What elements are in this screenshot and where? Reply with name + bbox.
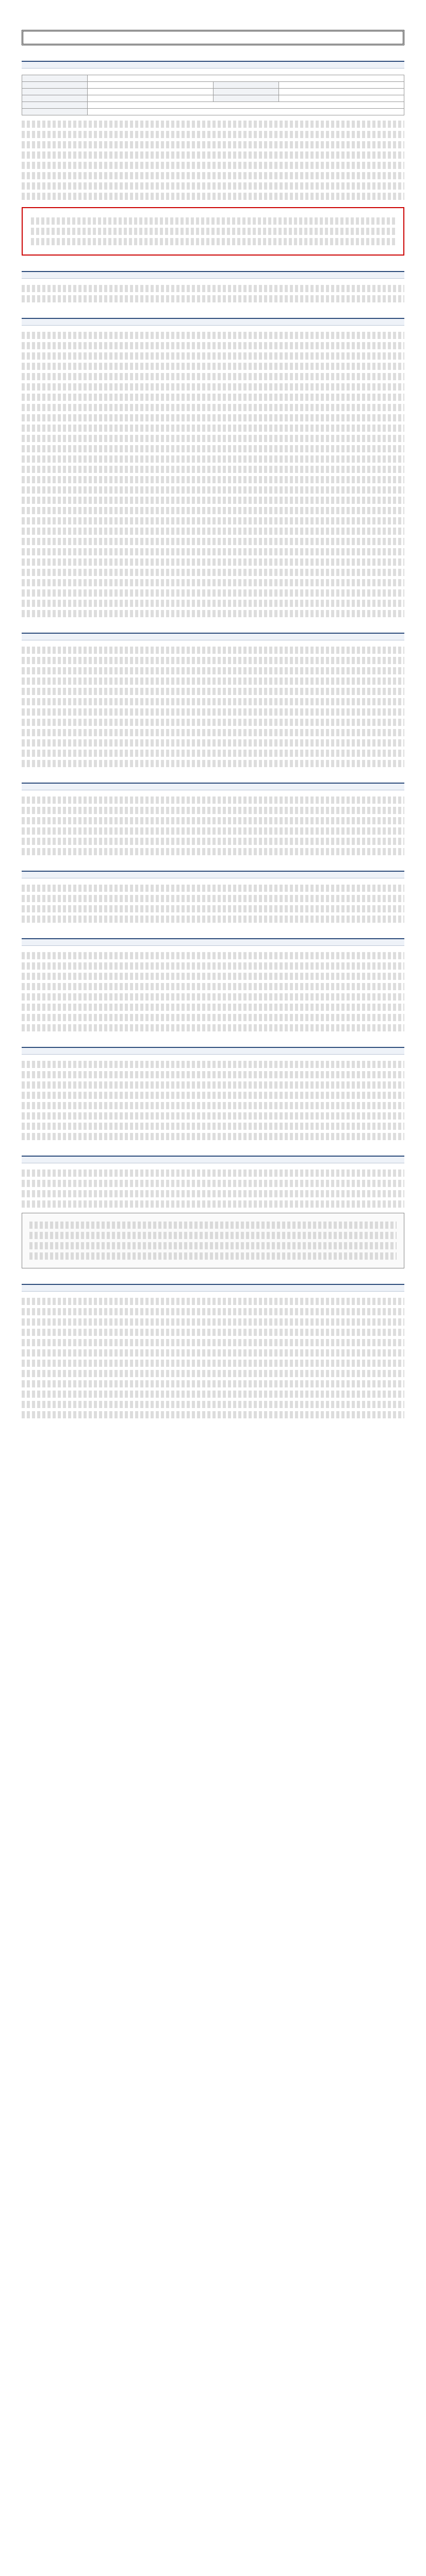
section-8-title <box>22 1047 404 1055</box>
section-3-body <box>22 332 404 617</box>
section-3-title <box>22 318 404 326</box>
section-9-body <box>22 1170 404 1208</box>
warning-box <box>22 207 404 256</box>
section-6-title <box>22 871 404 878</box>
section-7-body <box>22 952 404 1031</box>
section-1-body <box>22 121 404 200</box>
table-row <box>22 75 88 82</box>
section-4-body <box>22 647 404 767</box>
notice-box <box>22 1213 404 1268</box>
section-10-body <box>22 1298 404 1418</box>
section-4-title <box>22 633 404 640</box>
section-2-body <box>22 285 404 302</box>
section-2-title <box>22 271 404 279</box>
section-7-title <box>22 938 404 946</box>
section-5-title <box>22 783 404 790</box>
notice-title <box>22 30 404 45</box>
section-6-body <box>22 885 404 923</box>
section-8-body <box>22 1061 404 1140</box>
section-5-body <box>22 796 404 855</box>
section-9-title <box>22 1156 404 1163</box>
section-10-title <box>22 1284 404 1292</box>
bid-overview-table <box>22 75 404 115</box>
section-1-title <box>22 61 404 69</box>
